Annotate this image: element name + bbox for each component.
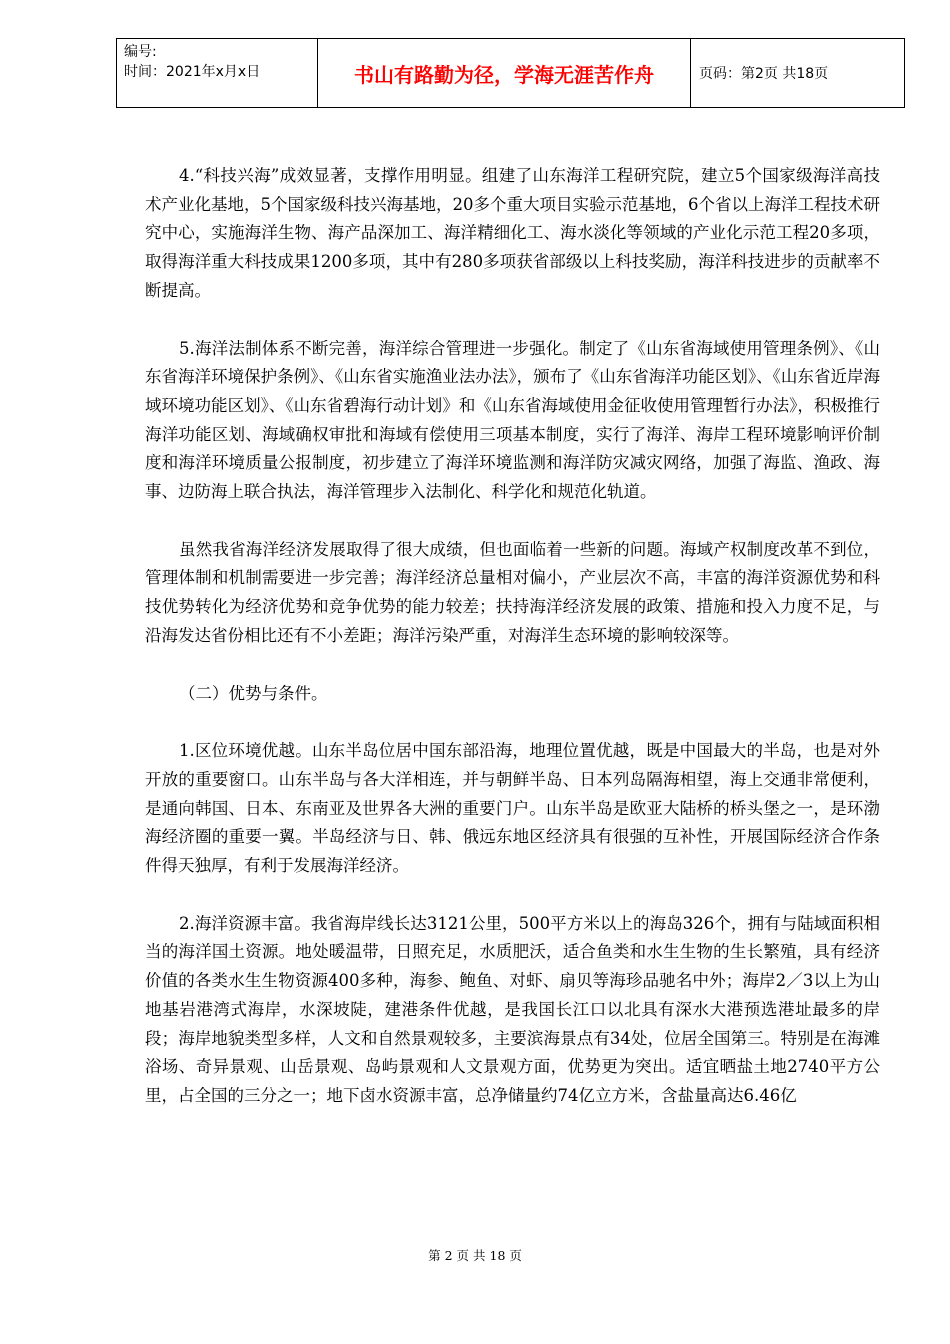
header-motto: 书山有路勤为径，学海无涯苦作舟 bbox=[318, 39, 691, 108]
footer-current-page: 2 bbox=[444, 1248, 453, 1263]
paragraph-resources: 2.海洋资源丰富。我省海岸线长达3121公里，500平方米以上的海岛326个，拥有与陆域面积相当的海洋国土资源。地处暖温带，日照充足，水质肥沃，适合鱼类和水生生物的生长繁殖，具有经济价值的各类水生生物资源400多种，海参、鲍鱼、对虾、扇贝等海珍品驰名中外；海岸2／3以上为山地基岩港湾式海岸，水深坡陡，建港条件优越，是我国长江口以北具有深水大港预选港址最多的岸段；海岸地貌类型多样，人文和自然景观较多，主要滨海景点有34处，位居全国第三。特别是在海滩浴场、奇异景观、山岳景观、岛屿景观和人文景观方面，优势更为突出。适宜晒盐土地2740平方公里，占全国的三分之一；地下卤水资源丰富，总净储量约74亿立方米，含盐量高达6.46亿 bbox=[145, 913, 880, 1105]
footer-page-middle: 页 共 bbox=[456, 1248, 486, 1263]
paragraph-location: 1.区位环境优越。山东半岛位居中国东部沿海，地理位置优越，既是中国最大的半岛，也是对外开放的重要窗口。山东半岛与各大洋相连，并与朝鲜半岛、日本列岛隔海相望，海上交通非常便利，是通向韩国、日本、东南亚及世界各大洲的重要门户。山东半岛是欧亚大陆桥的桥头堡之一，是环渤海经济圈的重要一翼。半岛经济与日、韩、俄远东地区经济具有很强的互补性，开展国际经济合作条件得天独厚，有利于发展海洋经济。 bbox=[145, 741, 880, 876]
document-number-label: 编号: bbox=[124, 44, 157, 60]
document-time-label: 时间：2021年x月x日 bbox=[124, 64, 261, 80]
footer-page-prefix: 第 bbox=[428, 1248, 441, 1263]
paragraph-tech-ocean: 4.“科技兴海”成效显著，支撑作用明显。组建了山东海洋工程研究院，建立5个国家级海洋高技术产业化基地，5个国家级科技兴海基地，20多个重大项目实验示范基地，6个省以上海洋工程技术研究中心，实施海洋生物、海产品深加工、海洋精细化工、海水淡化等领域的产业化示范工程20多项，取得海洋重大科技成果1200多项，其中有280多项获省部级以上科技奖励，海洋科技进步的贡献率不断提高。 bbox=[145, 166, 880, 300]
document-body bbox=[145, 162, 880, 1111]
footer-total-pages: 18 bbox=[489, 1248, 506, 1263]
header-table bbox=[116, 38, 905, 108]
footer-page-suffix: 页 bbox=[509, 1248, 522, 1263]
header-page-label: 页码：第2页 共18页 bbox=[691, 39, 905, 108]
section-heading-advantages: （二）优势与条件。 bbox=[179, 683, 328, 703]
paragraph-problems: 虽然我省海洋经济发展取得了很大成绩，但也面临着一些新的问题。海域产权制度改革不到位，管理体制和机制需要进一步完善；海洋经济总量相对偏小，产业层次不高，丰富的海洋资源优势和科技优势转化为经济优势和竞争优势的能力较差；扶持海洋经济发展的政策、措施和投入力度不足，与沿海发达省份相比还有不小差距；海洋污染严重，对海洋生态环境的影响较深等。 bbox=[145, 539, 880, 645]
footer-page-number bbox=[0, 1246, 950, 1264]
paragraph-ocean-law: 5.海洋法制体系不断完善，海洋综合管理进一步强化。制定了《山东省海域使用管理条例》、《山东省海洋环境保护条例》、《山东省实施渔业法办法》，颁布了《山东省海洋功能区划》、《山东省近岸海域环境功能区划》、《山东省碧海行动计划》和《山东省海域使用金征收使用管理暂行办法》，积极推行海洋功能区划、海域确权审批和海域有偿使用三项基本制度，实行了海洋、海岸工程环境影响评价制度和海洋环境质量公报制度，初步建立了海洋环境监测和海洋防灾减灾网络，加强了海监、渔政、海事、边防海上联合执法，海洋管理步入法制化、科学化和规范化轨道。 bbox=[145, 338, 880, 502]
header-meta-cell bbox=[117, 39, 318, 108]
